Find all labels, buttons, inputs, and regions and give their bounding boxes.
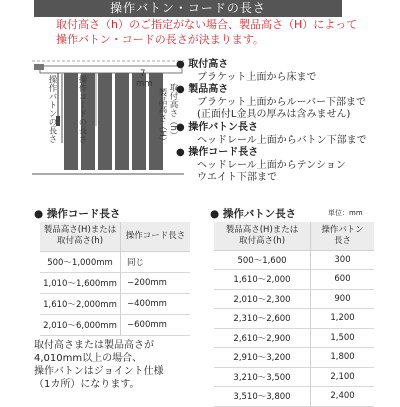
table-row: 1,610～2,000mm −400mm	[40, 293, 190, 314]
legend-title-cord: ● 操作コード長さ	[176, 147, 259, 159]
table-row: 500～1,000mm 同じ	[40, 251, 190, 272]
baton-length-table	[214, 222, 374, 407]
bracket	[34, 64, 44, 70]
legend-desc: ヘッドレール上面からバトン下部まで	[197, 134, 367, 146]
col-header-height: 製品高さ(H)または 取付高さ(h)	[214, 222, 311, 250]
intro-line-1: 取付高さ（h）のご指定がない場合、製品高さ（H）によって	[56, 18, 358, 31]
legend-desc: ヘッドレール上面からテンション	[197, 159, 346, 171]
baton-table-title: ● 操作バトン長さ	[210, 208, 297, 220]
legend	[176, 59, 398, 185]
cord-length-label: 操作コードの長さ	[77, 75, 87, 143]
table-row: 3,510～3,800 2,400	[214, 387, 374, 407]
table-row: 2,010～2,300 900	[214, 289, 374, 309]
col-header-height: 製品高さ(H)または 取付高さ(h)	[40, 222, 121, 251]
cord-length-table	[40, 222, 190, 336]
table-row: 2,310～2,600 1,200	[214, 309, 374, 329]
baton-length-label: 操作バトンの長さ	[47, 75, 57, 143]
intro-text	[56, 17, 386, 47]
table-row: 1,610～2,000 600	[214, 270, 374, 290]
legend-desc: (正面付L金具の厚みは含みません)	[197, 109, 351, 121]
note-line: （1カ所）になります。	[34, 379, 140, 390]
note-line: 操作バトンはジョイント仕様	[34, 366, 164, 377]
note-line: 取付高さまたは製品高さが	[34, 340, 154, 351]
cord-table-title: ● 操作コード長さ	[34, 208, 121, 220]
table-row: 2,010～6,000mm −600mm	[40, 314, 190, 335]
product-height-label: 製品高さ（H）	[157, 88, 167, 146]
col-header-cord: 操作コード長さ	[121, 222, 191, 251]
legend-title-baton: ● 操作バトン長さ	[176, 121, 259, 133]
blind-diagram	[34, 58, 178, 178]
joint-note	[34, 339, 214, 391]
legend-desc: ブラケット上面からルーバー下部まで	[197, 96, 366, 108]
legend-title-mount: ● 取付高さ	[176, 59, 229, 70]
dim-7mm: 7	[140, 69, 146, 79]
note-line: 4,010mm以上の場合、	[34, 353, 143, 364]
section-header: 操作バトン・コードの長さ	[34, 0, 342, 17]
dim-mm-unit: mm	[136, 79, 153, 89]
legend-title-product: ● 製品高さ	[176, 84, 229, 96]
table-row: 1,010～1,600mm −200mm	[40, 272, 190, 293]
table-row: 2,610～2,900 1,500	[214, 328, 374, 348]
intro-line-2: 操作バトン・コードの長さが決まります。	[56, 33, 264, 46]
table-row: 3,210～3,500 2,100	[214, 367, 374, 387]
legend-desc: ウエイト下部まで	[197, 172, 277, 184]
table-row: 2,910～3,200 1,800	[214, 348, 374, 368]
headrail	[40, 66, 182, 73]
mount-height-label: 取付高さ（h）	[168, 83, 178, 140]
legend-desc: ブラケット上面から床まで	[197, 71, 317, 83]
col-header-baton: 操作バトン 長さ	[311, 222, 375, 250]
unit-label: 単位：mm	[328, 209, 363, 217]
table-row: 500～1,600 300	[214, 250, 374, 270]
